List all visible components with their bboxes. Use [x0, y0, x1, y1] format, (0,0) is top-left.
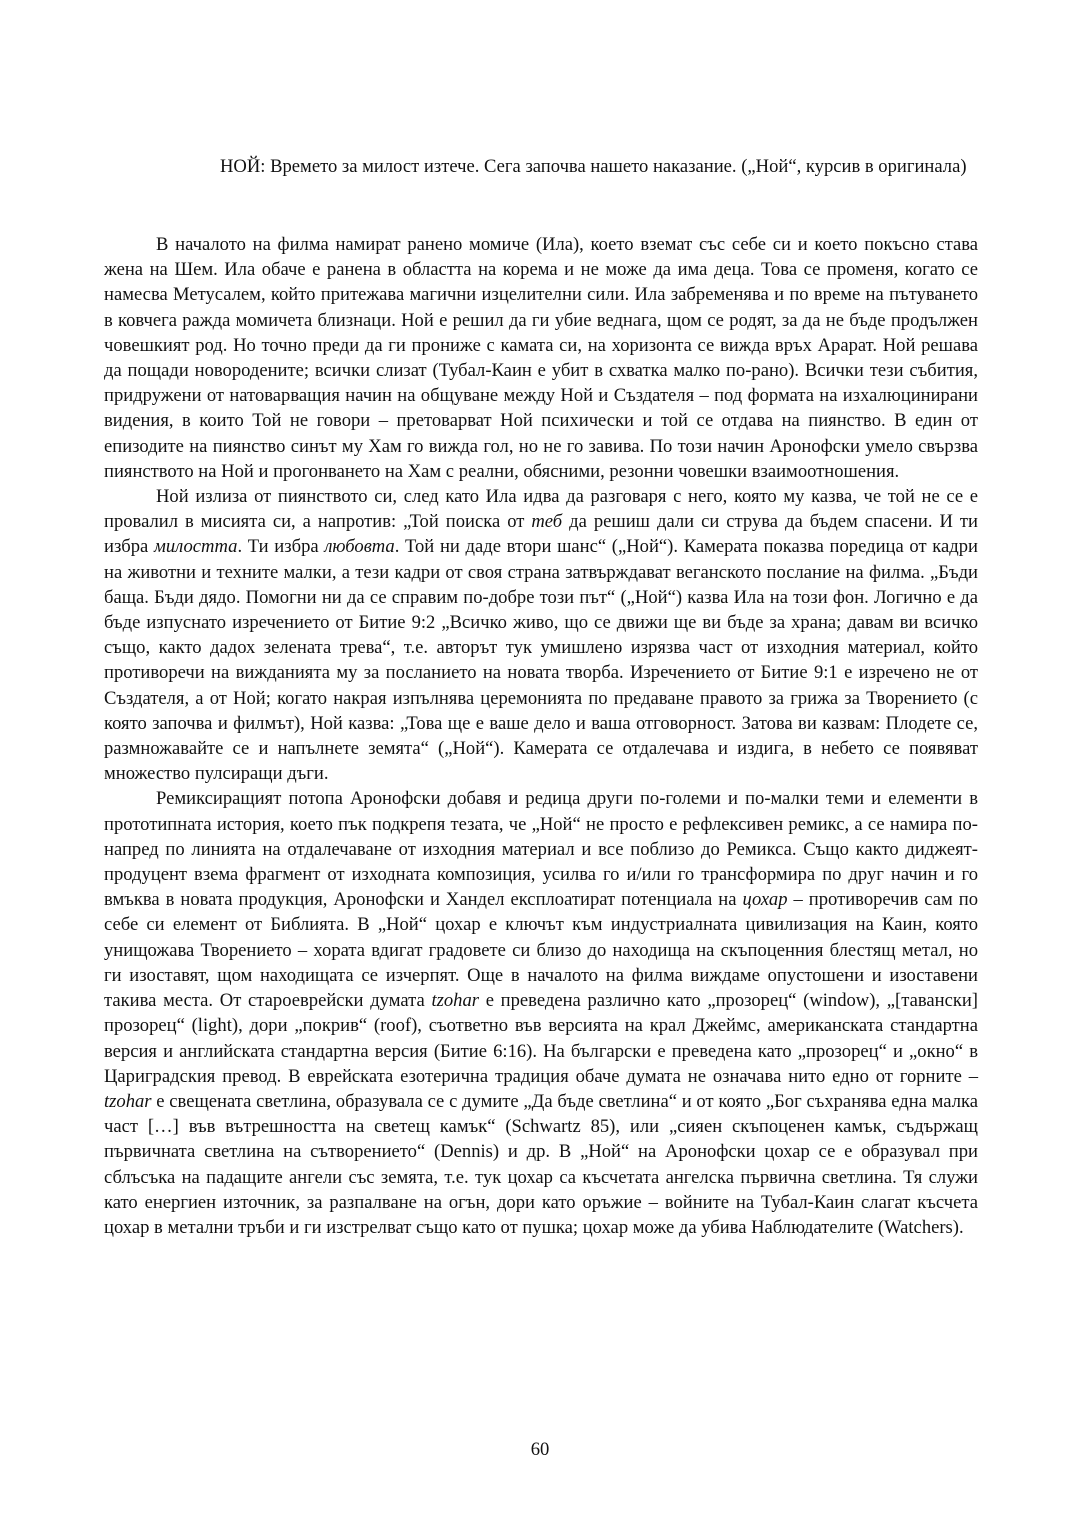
italic-term: цохар — [742, 889, 788, 911]
text-segment: е преведена различно като „прозорец“ (window), „[тавански] прозорец“ (light), дори „покрив“ (roof), съответно във версията на крал Джеймс, американската стандартна версия и английската стандартна версия (Битие 6:16). На български е преведена като „прозорец“ и „окно“ в Цариградския превод. В еврейската езотерична традиция обаче думата не означава нито едно от горните – — [104, 990, 979, 1087]
italic-term: tzohar — [431, 990, 479, 1012]
text-segment: е свещената светлина, образувала се с думите „Да бъде светлина“ и от която „Бог съхранява една малка част […] във вътрешността на светещ камък“ (Schwartz 85), или „сияен скъпоценен камък, съдържащ първичната светлина на сътворението“ (Dennis) и др. В „Ной“ на Аронофски цохар се е образувал при сблъсъка на падащите ангели със земята, т.е. тук цохар са късчетата ангелска първична светлина. Тя служи като енергиен източник, за разпалване на огън, дори като оръжие – войните на Тубал-Каин слагат късчета цохар в метални тръби и ги изстрелват също като от пушка; цохар може да убива Наблюдателите (Watchers). — [104, 1090, 978, 1238]
italic-term: любовта — [324, 536, 395, 558]
italic-term: теб — [531, 511, 563, 533]
page-number: 60 — [530, 1439, 550, 1460]
paragraph-2 — [104, 484, 978, 786]
text-segment: В началото на филма намират ранено момиче (Ила), което вземат със себе си и което покъсно става жена на Шем. Ила обаче е ранена в областта на корема и не може да има деца. Това се променя, когато се намесва Метусалем, който притежава магични изцелителни сили. Ила забременява и по време на пътуването в ковчега ражда момичета близнаци. Ной е решил да ги убие веднага, щом се родят, за да не бъде продължен човешкият род. Но точно преди да ги прониже с камата си, на хоризонта се вижда връх Арарат. Ной решава да пощади новородените; всички слизат (Тубал-Каин е убит в схватка малко по-рано). Всички тези събития, придружени от натоварващия начин на общуване между Ной и Създателя – под формата на изхалюцинирани видения, в които Той не говори – претоварват Ной психически и той се отдава на пиянство. В един от епизодите на пиянство синът му Хам го вижда гол, но не го завива. По този начин Аронофски умело свързва пиянството на Ной и прогонването на Хам с реални, обясними, резонни човешки взаимоотношения. — [104, 234, 978, 482]
text-segment: Ремиксиращият потопа Аронофски добавя и редица други по-големи и по-малки теми и елементи в прототипната история, което пък подкрепя тезата, че „Ной“ не просто е рефлексивен ремикс, а се намира по-напред по линията на отдалечаване от изходния материал и все поблизо до Ремикса. Също както диджеят-продуцент взема фрагмент от изходната композиция, усилва го и/или го трансформира по друг начин и го вмъква в новата продукция, Аронофски и Хандел експлоатират потенциала на — [104, 788, 978, 911]
text-segment: да решиш дали си струва да бъдем спасени. И ти избра — [104, 511, 978, 558]
italic-term: tzohar — [104, 1090, 152, 1112]
paragraph-1 — [104, 232, 978, 484]
text-segment: – противоречив сам по себе си елемент от Библията. В „Ной“ цохар е ключът към индустриалната цивилизация на Каин, която унищожава Творението – хората вдигат градовете си близо до находища на скъпоценния блестящ метал, но ги изоставят, щом находищата се изчерпят. Още в началото на филма виждаме опустошени и изоставени такива места. От староеврейски думата — [104, 889, 978, 1012]
text-segment: . Той ни даде втори шанс“ („Ной“). Камерата показва поредица от кадри на животни и техните малки, а тези кадри от своя страна затвърждават веганското послание на филма. „Бъди баща. Бъди дядо. Помогни ни да се справим по-добре този път“ („Ной“) казва Ила на този фон. Логично е да бъде изпуснато изречението от Битие 9:2 „Всичко живо, що се движи ще ви бъде за храна; давам ви всичко също, както дадох зелената трева“, т.е. авторът тук умишлено изрязва част от изходния материал, който противоречи на вижданията му за посланието на новата творба. Изречението от Битие 9:1 е изречено не от Създателя, а от Ной; когато накрая изпълнява церемонията по предаване правото за грижа за Творението (с която започва и филмът), Ной казва: „Това ще е ваше дело и ваша отговорност. Затова ви казвам: Плодете се, размножавайте се и напълнете земята“ („Ной“). Камерата се отдалечава и издига, в небето се появяват множество пулсиращи дъги. — [104, 536, 978, 785]
text-segment: Ной излиза от пиянството си, след като Ила идва да разговаря с него, която му казва, че той не се е провалил в мисията си, а напротив: „Той поиска от — [104, 486, 978, 533]
text-segment: . Ти избра — [237, 536, 325, 558]
paragraph-3 — [104, 786, 978, 1240]
italic-term: милостта — [154, 536, 238, 558]
body-text — [104, 232, 978, 1240]
block-quote: НОЙ: Времето за милост изтече. Сега започва нашето наказание. („Ной“, курсив в оригинала) — [220, 156, 967, 177]
